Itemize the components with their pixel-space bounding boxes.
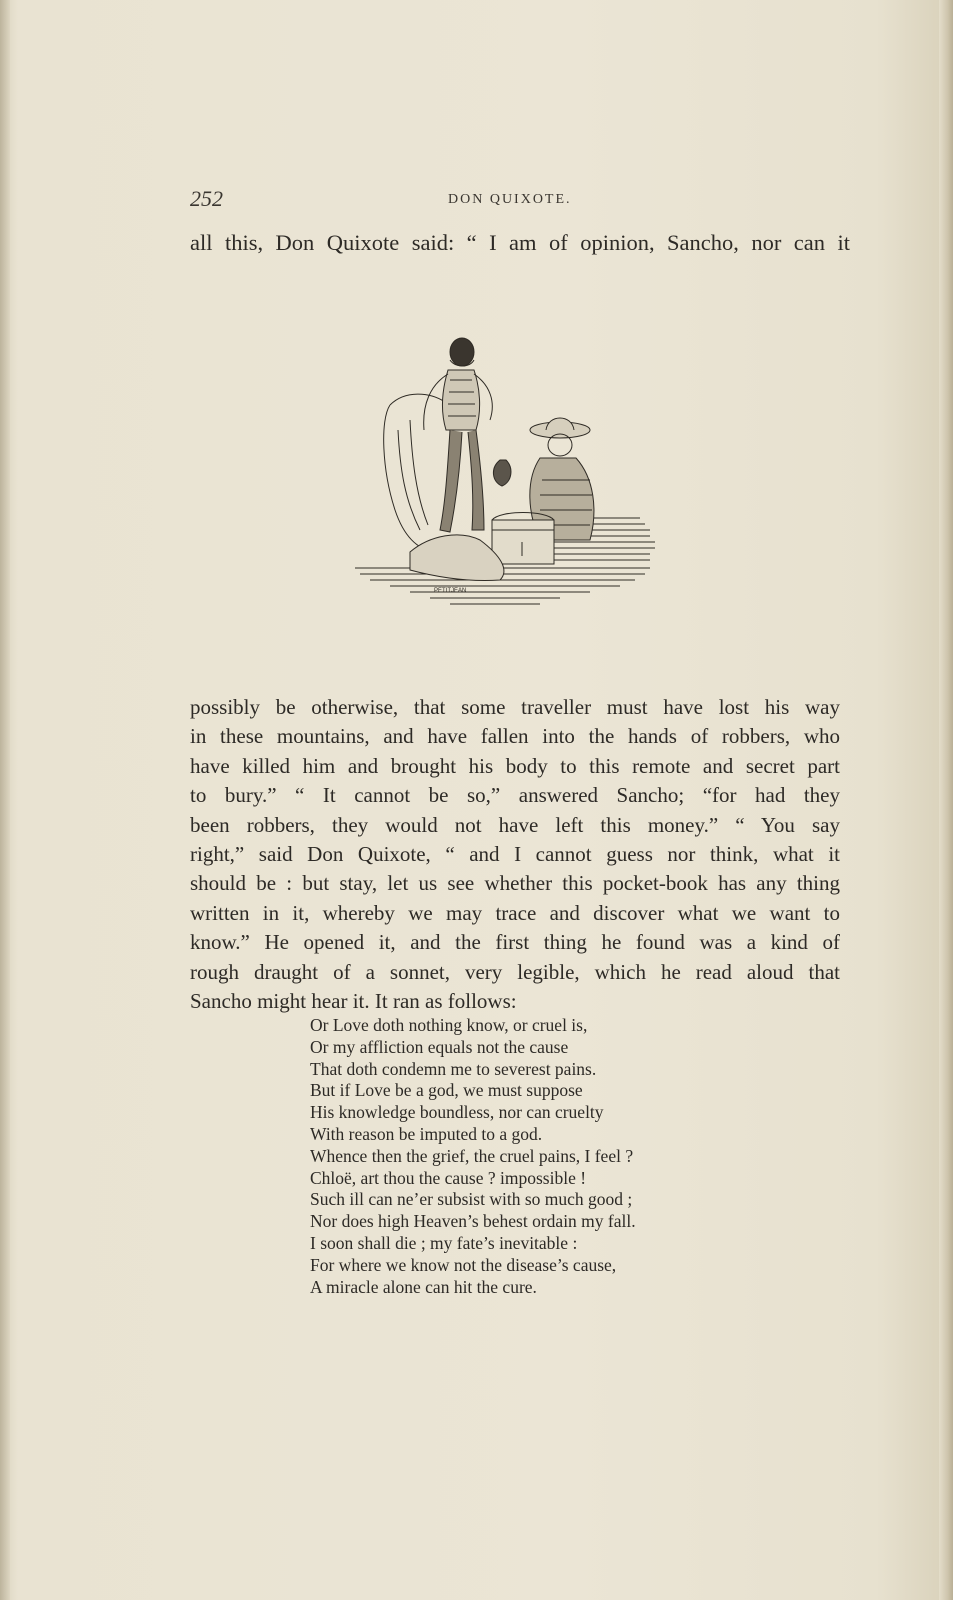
poem-line: Such ill can ne’er subsist with so much good ;	[310, 1189, 633, 1210]
paragraph-line: should be : but stay, let us see whether this pocket-book has any thing	[190, 871, 840, 896]
paragraph-line: know.” He opened it, and the first thing he found was a kind of	[190, 930, 840, 955]
sonnet	[310, 1015, 730, 1298]
page-header	[190, 186, 850, 216]
paragraph-line: in these mountains, and have fallen into the hands of robbers, who	[190, 724, 840, 749]
poem-line: I soon shall die ; my fate’s inevitable :	[310, 1232, 578, 1253]
poem-line: Chloë, art thou the cause ? impossible !	[310, 1167, 587, 1188]
poem-line: His knowledge boundless, nor can cruelty	[310, 1102, 604, 1123]
paragraph-line: Sancho might hear it. It ran as follows:	[190, 988, 517, 1013]
poem-line: For where we know not the disease’s cause,	[310, 1254, 617, 1275]
paragraph-line: right,” said Don Quixote, “ and I cannot guess nor think, what it	[190, 841, 840, 866]
poem-line: Nor does high Heaven’s behest ordain my fall.	[310, 1211, 636, 1232]
paragraph-line: to bury.” “ It cannot be so,” answered Sancho; “for had they	[190, 783, 840, 808]
poem-line: A miracle alone can hit the cure.	[310, 1276, 537, 1297]
paragraph-line: have killed him and brought his body to this remote and secret part	[190, 753, 840, 778]
page-outer-edge	[939, 0, 953, 1600]
running-head: DON QUIXOTE.	[448, 192, 572, 207]
engraving-illustration	[350, 330, 670, 630]
paragraph-line: rough draught of a sonnet, very legible, which he read aloud that	[190, 959, 840, 984]
paragraph-line: been robbers, they would not have left this money.” “ You say	[190, 812, 840, 837]
poem-line: But if Love be a god, we must suppose	[310, 1080, 583, 1101]
svg-text:PETITJEAN: PETITJEAN	[434, 588, 467, 594]
poem-line: Whence then the grief, the cruel pains, I feel ?	[310, 1145, 634, 1166]
page-gutter-edge	[0, 0, 10, 1600]
poem-line: That doth condemn me to severest pains.	[310, 1058, 597, 1079]
poem-line: Or Love doth nothing know, or cruel is,	[310, 1015, 588, 1035]
body-paragraph	[190, 693, 840, 1016]
paragraph-line: written in it, whereby we may trace and discover what we want to	[190, 900, 840, 925]
opening-line: all this, Don Quixote said: “ I am of opinion, Sancho, nor can it	[190, 230, 850, 255]
poem-line: With reason be imputed to a god.	[310, 1123, 543, 1144]
paragraph-line: possibly be otherwise, that some traveller must have lost his way	[190, 695, 840, 719]
page-number: 252	[190, 186, 223, 211]
poem-line: Or my affliction equals not the cause	[310, 1036, 569, 1057]
